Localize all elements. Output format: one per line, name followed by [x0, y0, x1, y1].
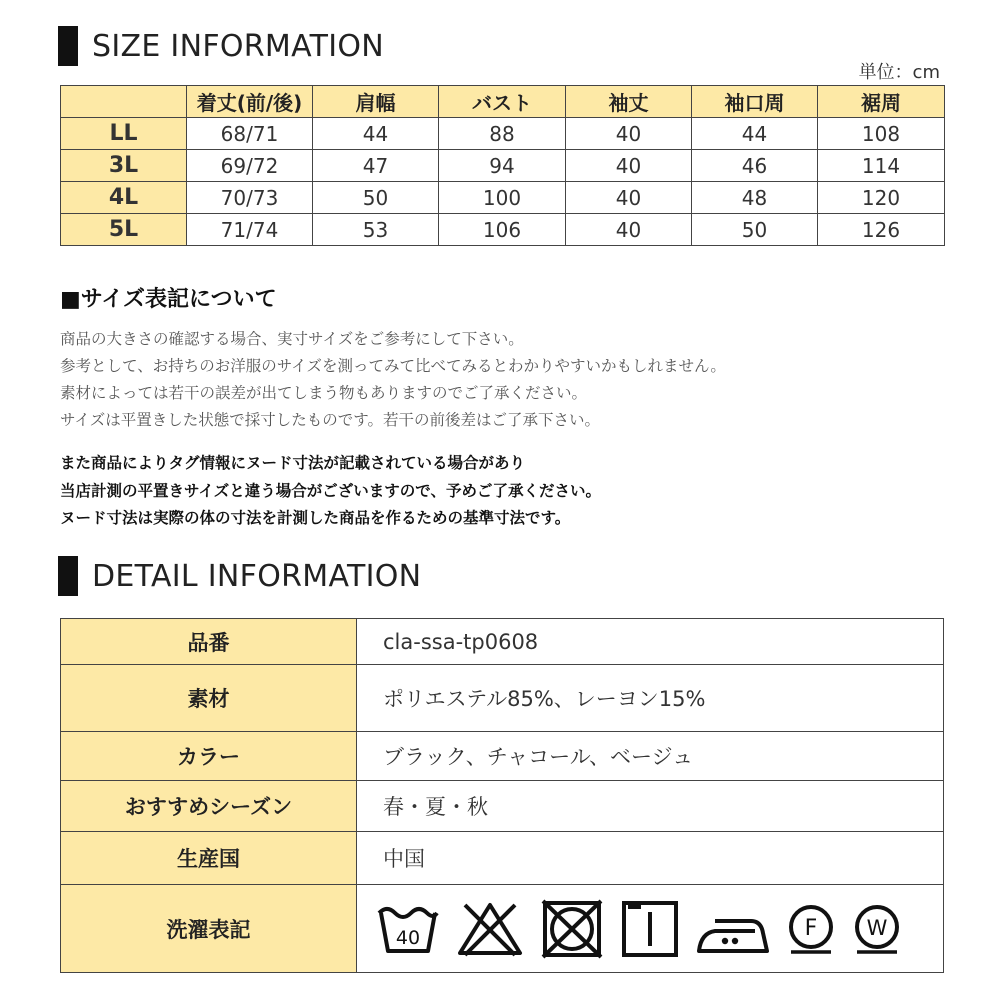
table-row	[61, 832, 944, 885]
table-row	[61, 150, 945, 182]
size-cell: 53	[313, 214, 439, 246]
size-label: 3L	[61, 150, 187, 182]
detail-label: カラー	[61, 732, 357, 781]
note-line: 素材によっては若干の誤差が出てしまう物もありますのでご了承ください。	[60, 384, 588, 402]
care-icons-cell	[357, 885, 944, 973]
detail-value: ブラック、チャコール、ベージュ	[357, 732, 944, 781]
detail-label: 品番	[61, 619, 357, 665]
table-row	[61, 665, 944, 732]
note-bold-line: ヌード寸法は実際の体の寸法を計測した商品を作るための基準寸法です。	[60, 509, 571, 527]
size-label: 4L	[61, 182, 187, 214]
wash-40-icon	[375, 899, 441, 959]
size-cell: 46	[692, 150, 818, 182]
size-table	[60, 85, 945, 246]
size-header-hem: 裾周	[818, 86, 945, 118]
detail-label: おすすめシーズン	[61, 781, 357, 832]
detail-label: 生産国	[61, 832, 357, 885]
size-header-cuff: 袖口周	[692, 86, 818, 118]
size-cell: 40	[566, 150, 692, 182]
no-tumble-dry-icon	[539, 898, 605, 960]
size-header-sleeve: 袖丈	[566, 86, 692, 118]
size-cell: 94	[439, 150, 566, 182]
size-header-shoulder: 肩幅	[313, 86, 439, 118]
size-header-length: 着丈(前/後)	[187, 86, 313, 118]
size-cell: 44	[692, 118, 818, 150]
section-marker	[58, 556, 78, 596]
size-cell: 48	[692, 182, 818, 214]
table-row	[61, 619, 944, 665]
wet-clean-w-icon	[851, 903, 903, 955]
table-row	[61, 214, 945, 246]
size-cell: 40	[566, 182, 692, 214]
size-label: LL	[61, 118, 187, 150]
line-dry-icon	[619, 898, 681, 960]
detail-section-header	[58, 556, 421, 596]
dry-clean-letter: F	[804, 915, 818, 941]
size-cell: 40	[566, 214, 692, 246]
size-header-bust: バスト	[439, 86, 566, 118]
table-row	[61, 118, 945, 150]
wash-temp-text: 40	[395, 926, 421, 949]
size-note-body	[60, 326, 726, 434]
size-table-header	[61, 86, 945, 118]
detail-value: ポリエステル85%、レーヨン15%	[357, 665, 944, 732]
size-cell: 114	[818, 150, 945, 182]
unit-label: 単位：cm	[858, 62, 940, 83]
table-row	[61, 885, 944, 973]
table-row	[61, 182, 945, 214]
table-row	[61, 781, 944, 832]
no-bleach-icon	[455, 899, 525, 959]
note-bold-line: 当店計測の平置きサイズと違う場合がございますので、予めご了承ください。	[60, 481, 601, 500]
detail-label: 素材	[61, 665, 357, 732]
detail-section-title: DETAIL INFORMATION	[92, 558, 422, 594]
size-cell: 71/74	[187, 214, 313, 246]
size-cell: 50	[313, 182, 439, 214]
size-label: 5L	[61, 214, 187, 246]
dry-clean-f-icon	[785, 903, 837, 955]
size-note-title: ■サイズ表記について	[60, 287, 277, 312]
size-cell: 100	[439, 182, 566, 214]
section-marker	[58, 26, 78, 66]
care-icons	[357, 898, 943, 960]
size-cell: 108	[818, 118, 945, 150]
detail-value: cla-ssa-tp0608	[357, 619, 944, 665]
size-cell: 106	[439, 214, 566, 246]
size-cell: 68/71	[187, 118, 313, 150]
size-header-corner	[61, 86, 187, 118]
size-cell: 44	[313, 118, 439, 150]
size-section-title: SIZE INFORMATION	[92, 28, 385, 64]
size-cell: 126	[818, 214, 945, 246]
detail-table	[60, 618, 944, 973]
size-cell: 88	[439, 118, 566, 150]
note-bold-line: また商品によりタグ情報にヌード寸法が記載されている場合があり	[60, 454, 526, 472]
note-line: 商品の大きさの確認する場合、実寸サイズをご参考にして下さい。	[60, 330, 524, 348]
wet-clean-letter: W	[866, 915, 888, 940]
note-line: サイズは平置きした状態で採寸したものです。若干の前後差はご了承下さい。	[60, 411, 601, 429]
size-note-emphasis	[60, 450, 601, 533]
care-label: 洗濯表記	[61, 885, 357, 973]
size-cell: 40	[566, 118, 692, 150]
iron-medium-icon	[695, 899, 771, 959]
size-cell: 69/72	[187, 150, 313, 182]
table-row	[61, 732, 944, 781]
size-cell: 47	[313, 150, 439, 182]
size-cell: 50	[692, 214, 818, 246]
size-cell: 120	[818, 182, 945, 214]
detail-value: 中国	[357, 832, 944, 885]
size-section-header	[58, 26, 384, 66]
note-line: 参考として、お持ちのお洋服のサイズを測ってみて比べてみるとわかりやすいかもしれません。	[60, 357, 726, 375]
detail-value: 春・夏・秋	[357, 781, 944, 832]
size-cell: 70/73	[187, 182, 313, 214]
